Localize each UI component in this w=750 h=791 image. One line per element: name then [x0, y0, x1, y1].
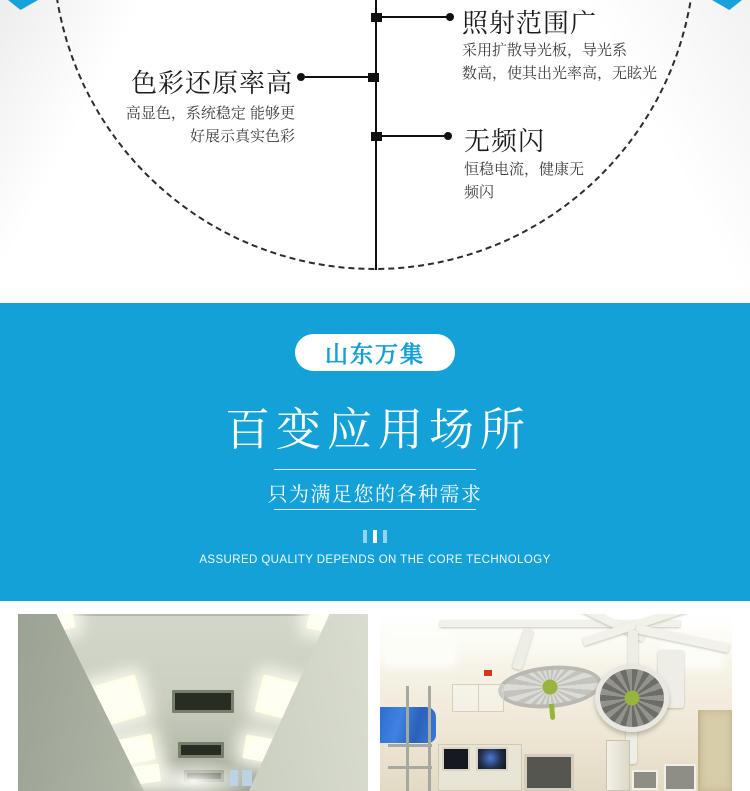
promo-subtitle: 只为满足您的各种需求: [267, 484, 483, 506]
feature-diagram-section: [0, 0, 750, 303]
photo-gallery-section: [0, 601, 750, 791]
divider-bars: [363, 530, 387, 543]
shelf: [388, 766, 432, 769]
wall-panel: [452, 684, 504, 712]
wall-monitor: [524, 754, 574, 791]
connector-line: [305, 76, 371, 78]
feature-desc: [464, 158, 584, 204]
feature-title: 照射范围广: [462, 8, 598, 38]
promo-title: 百变应用场所: [224, 404, 531, 455]
feature-desc-line: 数高，使其出光率高，无眩光: [462, 65, 658, 82]
ceiling-vent: [172, 690, 234, 713]
ceiling-vent: [178, 742, 224, 758]
corner-ribbon-right: [712, 0, 742, 10]
divider-bar: [373, 530, 377, 543]
connector-square: [368, 73, 379, 82]
door-marker: [242, 770, 252, 786]
lamp-handle-grip: [549, 704, 555, 720]
promo-banner-section: [0, 303, 750, 601]
feature-desc-line: 频闪: [464, 184, 495, 201]
wall-panel-split: [478, 685, 479, 711]
console-screen: [442, 747, 470, 771]
shelving-pole: [406, 686, 409, 791]
small-monitor: [664, 764, 696, 791]
feature-desc: [105, 102, 295, 148]
connector-line: [382, 135, 446, 137]
operating-room-photo: [380, 614, 732, 791]
connector-line: [382, 16, 448, 18]
red-indicator-light: [484, 670, 492, 676]
connector-dot: [297, 73, 305, 81]
brand-badge: 山东万集: [295, 334, 455, 371]
feature-desc-line: 高显色，系统稳定 能够更: [125, 105, 295, 122]
divider-line-bottom: [274, 509, 476, 510]
cleanroom-ceiling-photo: [18, 614, 368, 791]
door-marker: [230, 770, 238, 786]
feature-desc-line: 好展示真实色彩: [189, 128, 295, 145]
lamp-handle: [625, 691, 640, 706]
connector-dot: [444, 132, 452, 140]
feature-title: 无频闪: [464, 126, 546, 156]
feature-desc: [462, 39, 657, 85]
shelving-pole: [428, 686, 431, 791]
corridor-end-glow: [128, 759, 258, 791]
divider-bar: [363, 530, 367, 543]
feature-desc-line: 采用扩散导光板，导光系: [462, 42, 628, 59]
ceiling-seam: [68, 614, 318, 616]
feature-desc-line: 恒稳电流，健康无: [464, 161, 585, 178]
connector-square: [371, 132, 382, 141]
lamp-handle: [542, 679, 558, 695]
promo-tagline-en: ASSURED QUALITY DEPENDS ON THE CORE TECHNOLOGY: [199, 554, 551, 566]
feature-title: 色彩还原率高: [131, 68, 294, 98]
connector-dot: [446, 13, 454, 21]
surgical-lamp: [595, 664, 669, 732]
divider-bar: [383, 530, 387, 543]
corner-ribbon-left: [8, 0, 38, 10]
ceiling-light-panel: [386, 636, 452, 664]
operating-room-door: [698, 710, 732, 791]
surgical-lamp: [496, 662, 603, 713]
connector-square: [371, 13, 382, 22]
equipment-tower: [606, 740, 630, 791]
divider-line-top: [274, 469, 476, 470]
shelf: [388, 744, 432, 747]
small-monitor: [632, 770, 658, 790]
console-screen-imaging: [476, 747, 508, 771]
